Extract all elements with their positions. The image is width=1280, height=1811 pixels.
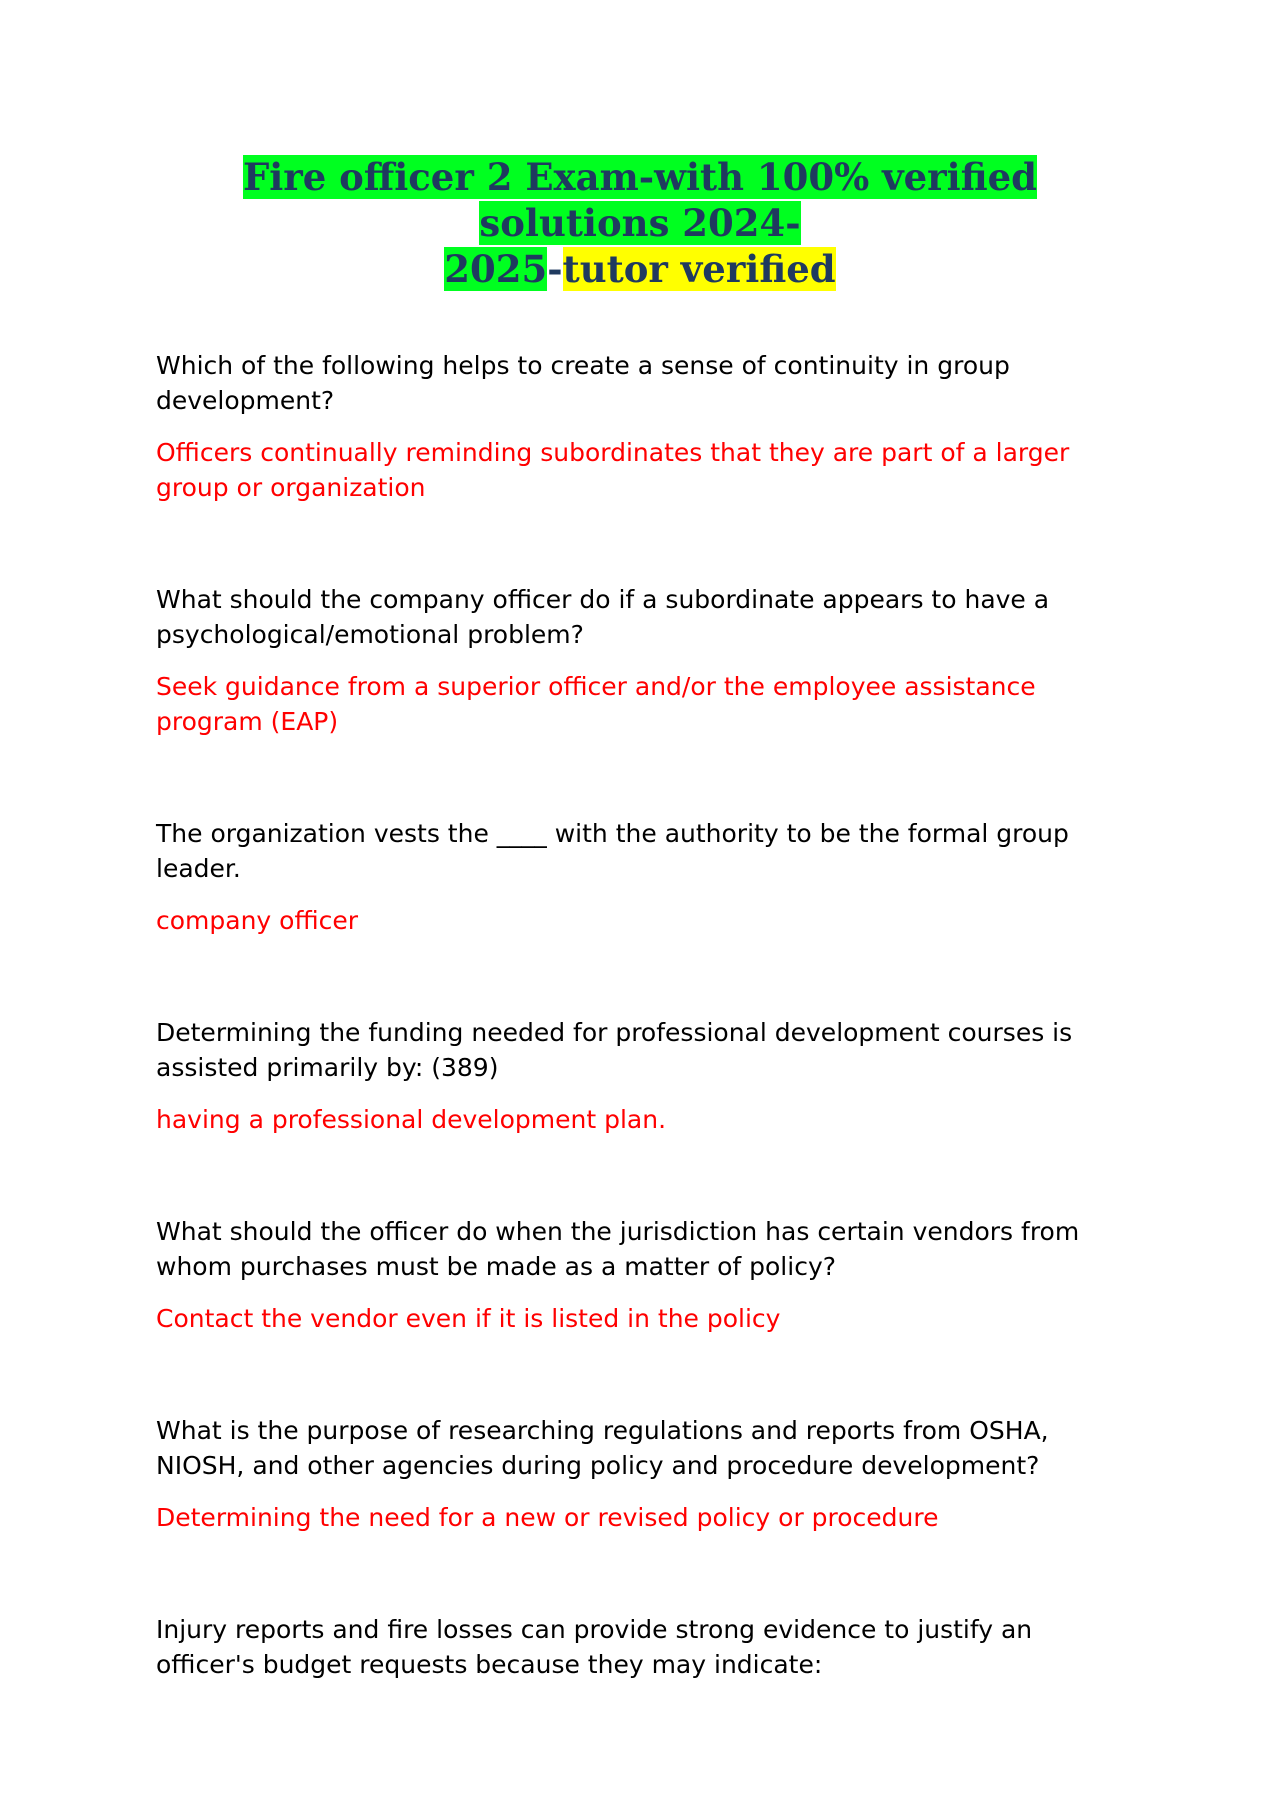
question-text: Which of the following helps to create a sense of continuity in group development? [156,351,1010,415]
answer-text: Contact the vendor even if it is listed in the policy [156,1304,781,1333]
answer-text: having a professional development plan. [156,1105,667,1134]
title-part-3: tutor verified [562,247,836,291]
qa-item [156,1214,1124,1336]
page-title [156,154,1124,292]
question-text: Determining the funding needed for professional development courses is assisted primarily by: (389) [156,1018,1073,1082]
answer-text: Determining the need for a new or revised policy or procedure [156,1503,939,1532]
question-text: What should the officer do when the jurisdiction has certain vendors from whom purchases must be made as a matter of policy? [156,1217,1080,1281]
question-text: What is the purpose of researching regulations and reports from OSHA, NIOSH, and other agencies during policy and procedure development? [156,1416,1049,1480]
title-part-1: Fire officer 2 Exam-with 100% verified solutions 2024- [242,155,1038,245]
qa-item [156,1413,1124,1535]
answer-text: Seek guidance from a superior officer and/or the employee assistance program (EAP) [156,672,1036,736]
answer-text: company officer [156,906,359,935]
qa-item [156,1015,1124,1137]
question-text: The organization vests the ____ with the authority to be the formal group leader. [156,819,1069,883]
qa-item [156,1612,1124,1682]
qa-list [156,348,1124,1759]
qa-item [156,816,1124,938]
qa-item [156,348,1124,505]
title-part-2: 2025 [444,247,548,291]
qa-item [156,582,1124,739]
question-text: Injury reports and fire losses can provide strong evidence to justify an officer's budget requests because they may indicate: [156,1615,1033,1679]
title-separator: - [547,247,563,291]
answer-text: Officers continually reminding subordinates that they are part of a larger group or organization [156,438,1070,502]
question-text: What should the company officer do if a subordinate appears to have a psychological/emotional problem? [156,585,1050,649]
